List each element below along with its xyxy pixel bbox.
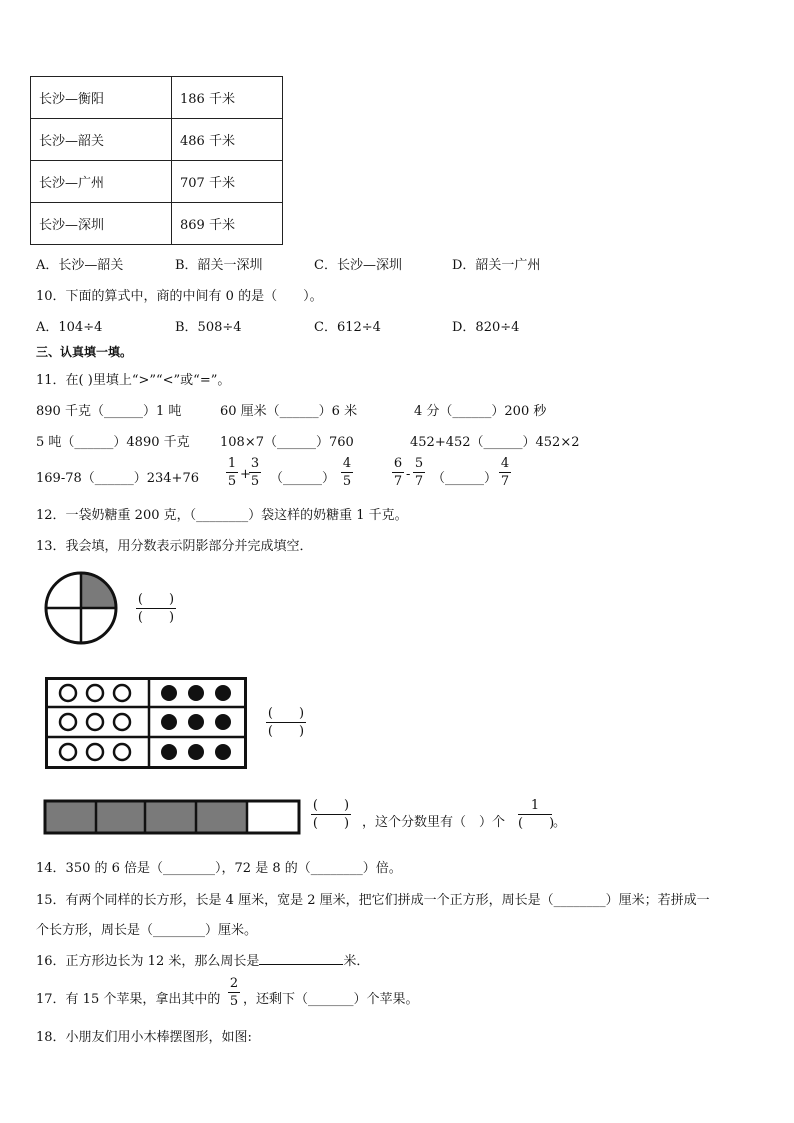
q11-item: 108×7（______）760 bbox=[220, 435, 354, 450]
table-row bbox=[31, 161, 283, 203]
filled-dot bbox=[161, 685, 177, 701]
distance-cell: 869 千米 bbox=[172, 203, 283, 245]
q13-tail: ，这个分数里有（ ）个 bbox=[362, 815, 506, 830]
q10-option-c: C．612÷4 bbox=[314, 320, 381, 335]
open-dot bbox=[114, 714, 130, 730]
answer-fraction[interactable]: ( ) ( ) bbox=[267, 706, 305, 739]
q11-item: 452+452（______）452×2 bbox=[410, 435, 580, 450]
q11-item: 890 千克（______）1 吨 bbox=[36, 404, 182, 419]
q15-text-line2: 个长方形，周长是（________）厘米。 bbox=[36, 923, 258, 938]
minus-sign: - bbox=[406, 467, 411, 482]
distance-table bbox=[30, 76, 283, 245]
fraction: 4 7 bbox=[500, 456, 510, 489]
open-dot bbox=[87, 714, 103, 730]
q17-text-tail: ，还剩下（_______）个苹果。 bbox=[243, 992, 419, 1007]
filled-dot bbox=[215, 714, 231, 730]
q9-option-b: B．韶关一深圳 bbox=[175, 258, 263, 273]
filled-dot bbox=[215, 685, 231, 701]
fraction: 6 7 bbox=[393, 456, 403, 489]
q13-stem: 13．我会填，用分数表示阴影部分并完成填空． bbox=[36, 539, 313, 554]
open-dot bbox=[60, 685, 76, 701]
table-row bbox=[31, 119, 283, 161]
fraction: 5 7 bbox=[414, 456, 424, 489]
filled-dot bbox=[188, 714, 204, 730]
open-dot bbox=[60, 714, 76, 730]
q10-option-b: B．508÷4 bbox=[175, 320, 242, 335]
q12-text: 12．一袋奶糖重 200 克，（________）袋这样的奶糖重 1 千克。 bbox=[36, 508, 408, 523]
open-dot bbox=[87, 685, 103, 701]
open-dot bbox=[114, 744, 130, 760]
q11-stem: 11．在( )里填上“>”“<”或“=”。 bbox=[36, 373, 231, 388]
q15-text-line1: 15．有两个同样的长方形，长是 4 厘米，宽是 2 厘米，把它们拼成一个正方形，周长是（________）厘米；若拼成一 bbox=[36, 893, 710, 908]
filled-dot bbox=[161, 714, 177, 730]
q11-item: 60 厘米（______）6 米 bbox=[220, 404, 358, 419]
filled-dot bbox=[188, 744, 204, 760]
open-dot bbox=[114, 685, 130, 701]
q14-text: 14．350 的 6 倍是（________），72 是 8 的（________）倍。 bbox=[36, 861, 402, 876]
answer-blank[interactable]: （______） bbox=[432, 471, 498, 486]
open-dot bbox=[87, 744, 103, 760]
fraction: 1 5 bbox=[227, 456, 237, 489]
answer-blank[interactable]: （______） bbox=[270, 471, 336, 486]
segmented-bar-figure bbox=[43, 799, 301, 837]
open-dot bbox=[60, 744, 76, 760]
q13-period: 。 bbox=[553, 815, 567, 830]
filled-dot bbox=[161, 744, 177, 760]
q11-item: 169-78（______）234+76 bbox=[36, 471, 199, 486]
distance-cell: 186 千米 bbox=[172, 77, 283, 119]
distance-cell: 486 千米 bbox=[172, 119, 283, 161]
q16-text: 16．正方形边长为 12 米，那么周长是 米． bbox=[36, 954, 370, 969]
quartered-circle-figure bbox=[40, 570, 122, 646]
answer-fraction[interactable]: ( ) ( ) bbox=[137, 592, 175, 625]
q9-option-a: A．长沙—韶关 bbox=[36, 258, 124, 273]
answer-blank[interactable] bbox=[259, 952, 343, 965]
q10-stem: 10．下面的算式中，商的中间有 0 的是（ ）。 bbox=[36, 289, 323, 304]
table-row bbox=[31, 203, 283, 245]
route-cell: 长沙—深圳 bbox=[31, 203, 172, 245]
filled-dot bbox=[188, 685, 204, 701]
filled-dot bbox=[215, 744, 231, 760]
q9-option-d: D．韶关一广州 bbox=[452, 258, 541, 273]
route-cell: 长沙—广州 bbox=[31, 161, 172, 203]
fraction: 3 5 bbox=[250, 456, 260, 489]
fraction: 4 5 bbox=[342, 456, 352, 489]
q9-option-c: C．长沙—深圳 bbox=[314, 258, 402, 273]
q10-option-a: A．104÷4 bbox=[36, 320, 103, 335]
dot-grid-figure bbox=[45, 677, 247, 769]
q10-option-d: D．820÷4 bbox=[452, 320, 520, 335]
section-title: 三、认真填一填。 bbox=[36, 345, 133, 359]
q11-item: 5 吨（______）4890 千克 bbox=[36, 435, 190, 450]
table-row bbox=[31, 77, 283, 119]
q17-text: 17．有 15 个苹果，拿出其中的 bbox=[36, 992, 221, 1007]
unit-fraction[interactable]: 1 ( ) bbox=[518, 798, 555, 831]
fraction: 2 5 bbox=[229, 976, 239, 1009]
plus-sign: + bbox=[240, 467, 251, 482]
q18-text: 18．小朋友们用小木棒摆图形，如图: bbox=[36, 1030, 252, 1045]
distance-cell: 707 千米 bbox=[172, 161, 283, 203]
answer-fraction[interactable]: ( ) ( ) bbox=[312, 798, 350, 831]
route-cell: 长沙—衡阳 bbox=[31, 77, 172, 119]
q11-item: 4 分（______）200 秒 bbox=[414, 404, 547, 419]
route-cell: 长沙—韶关 bbox=[31, 119, 172, 161]
